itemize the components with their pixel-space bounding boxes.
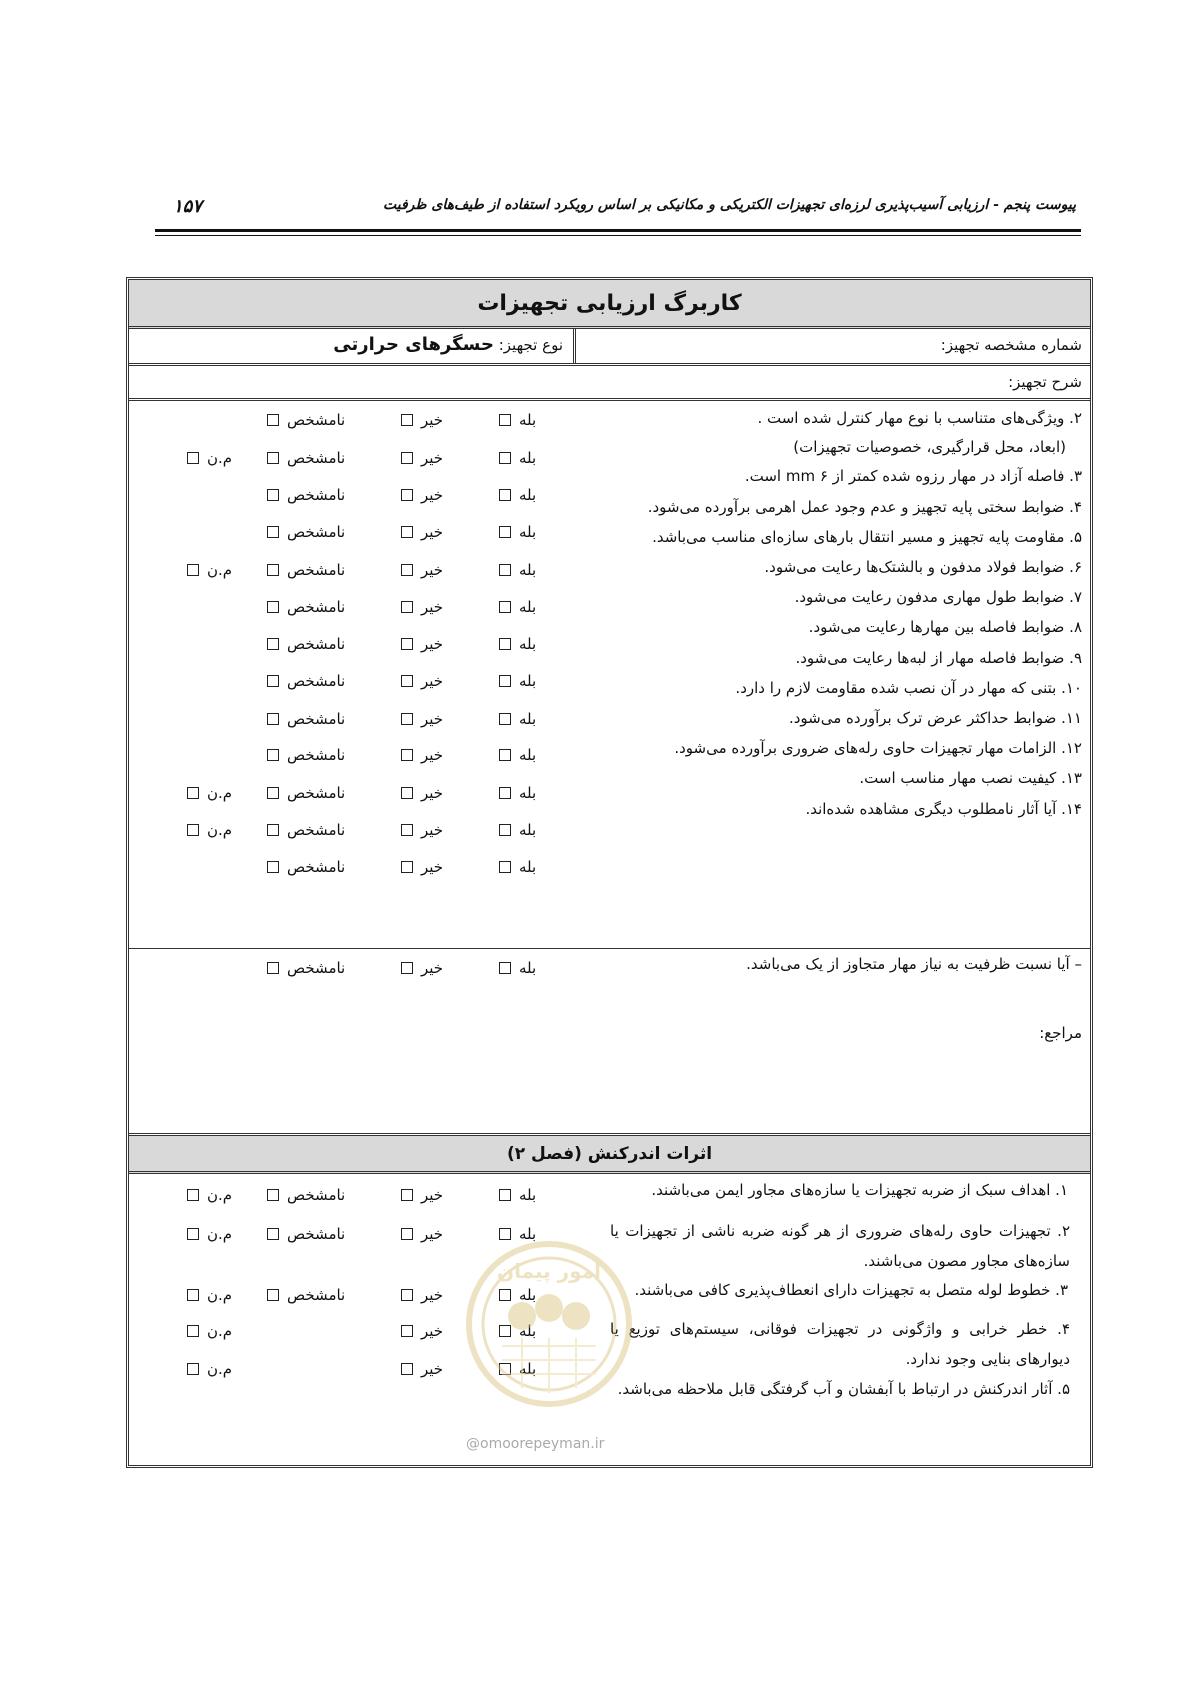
checklist-row-3-yes-option[interactable] [499,486,536,504]
equipment-description-field[interactable] [129,366,1090,401]
checklist-row-8-yes-checkbox[interactable] [499,675,511,687]
checklist-row-11-yes-label: بله [519,784,537,802]
interaction-question-5: ۵. آثار اندرکنش در ارتباط با آبفشان و آب گرفتگی قابل ملاحظه می‌باشد. [617,1380,1070,1398]
checklist-row-1-no-checkbox[interactable] [401,414,413,426]
checklist-row-13-unknown-checkbox[interactable] [267,861,279,873]
interaction-row-1-no-label: خیر [421,1186,444,1204]
checklist-row-10-no-label: خیر [421,746,444,764]
checklist-row-8-unknown-label: نامشخص [287,672,346,690]
checklist-row-5-no-checkbox[interactable] [401,564,413,576]
checklist-row-12-na-label: م.ن [207,821,233,839]
checklist-row-7-unknown-checkbox[interactable] [267,638,279,650]
checklist-row-12-yes-checkbox[interactable] [499,824,511,836]
checklist-row-12-unknown-checkbox[interactable] [267,824,279,836]
checklist-row-11-no-option[interactable] [401,784,443,802]
checklist-row-11-yes-checkbox[interactable] [499,787,511,799]
checklist-row-12-unknown-label: نامشخص [287,821,346,839]
watermark-site: @omoorepeyman.ir [466,1436,605,1452]
checklist-row-3-no-label: خیر [421,486,444,504]
interaction-row-3-yes-label: بله [519,1286,537,1304]
checklist-row-2-na-label: م.ن [207,449,233,467]
interaction-row-3-unknown-checkbox[interactable] [267,1289,279,1301]
header-rule-thin [155,235,1081,236]
interaction-row-1-na-label: م.ن [207,1186,233,1204]
checklist-row-13-yes-label: بله [519,858,537,876]
interaction-question-3: ۳. خطوط لوله متصل به تجهیزات دارای انعطاف‌پذیری کافی می‌باشند. [634,1281,1068,1299]
question-4: ۴. ضوابط سختی پایه تجهیز و عدم وجود عمل اهرمی برآورده می‌شود. [647,498,1082,516]
checklist-row-1-yes-checkbox[interactable] [499,414,511,426]
interaction-row-2-no-label: خیر [421,1225,444,1243]
checklist-row-5-no-option[interactable] [401,561,443,579]
checklist-row-4-no-checkbox[interactable] [401,526,413,538]
header-rule-thick [155,229,1081,232]
checklist-row-4-no-option[interactable] [401,523,443,541]
checklist-row-6-yes-checkbox[interactable] [499,601,511,613]
interaction-row-5-no-checkbox[interactable] [401,1363,413,1375]
checklist-row-7-no-checkbox[interactable] [401,638,413,650]
checklist-row-8-yes-label: بله [519,672,537,690]
equipment-id-field[interactable] [573,329,1090,363]
interaction-row-4-no-checkbox[interactable] [401,1325,413,1337]
interaction-row-3-no-label: خیر [421,1286,444,1304]
ratio-no-checkbox[interactable] [401,962,413,974]
interaction-row-3-na-label: م.ن [207,1286,233,1304]
checklist-row-9-no-label: خیر [421,710,444,728]
checklist-row-2-na-checkbox[interactable] [187,452,199,464]
equipment-type-value: حسگرهای حرارتی [333,334,494,355]
checklist-row-10-unknown-option[interactable] [267,746,345,764]
interaction-row-4-yes-label: بله [519,1322,537,1340]
interaction-question-2: ۲. تجهیزات حاوی رله‌های ضروری از هر گونه ضربه ناشی از تجهیزات یا سازه‌های مجاور مصون می‌باشند. [610,1222,1070,1270]
checklist-row-2-no-option[interactable] [401,449,443,467]
question-8: ۸. ضوابط فاصله بین مهارها رعایت می‌شود. [808,618,1082,636]
question-11: ۱۱. ضوابط حداکثر عرض ترک برآورده می‌شود. [788,709,1082,727]
checklist-row-2-yes-checkbox[interactable] [499,452,511,464]
interaction-row-4-na-option[interactable] [187,1322,232,1340]
checklist-row-2-unknown-checkbox[interactable] [267,452,279,464]
interaction-row-2-na-label: م.ن [207,1225,233,1243]
question-2-note: (ابعاد، محل قرارگیری، خصوصیات تجهیزات) [793,438,1066,456]
checklist-row-5-no-label: خیر [421,561,444,579]
interaction-row-2-unknown-option[interactable] [267,1225,345,1243]
running-header [155,196,1076,232]
equipment-type-label: نوع تجهیز: [498,336,563,354]
checklist-row-3-yes-checkbox[interactable] [499,489,511,501]
equipment-type-field [129,329,571,363]
question-12: ۱۲. الزامات مهار تجهیزات حاوی رله‌های ضروری برآورده می‌شود. [674,739,1082,757]
page-number: ۱۵۷ [173,196,203,217]
interaction-row-5-na-checkbox[interactable] [187,1363,199,1375]
checklist-row-6-no-checkbox[interactable] [401,601,413,613]
question-14: ۱۴. آیا آثار نامطلوب دیگری مشاهده شده‌اند. [805,800,1082,818]
checklist-row-7-yes-checkbox[interactable] [499,638,511,650]
checklist-row-13-no-label: خیر [421,858,444,876]
watermark-logo-text: امور پیمان [497,1259,601,1283]
question-6: ۶. ضوابط فولاد مدفون و بالشتک‌ها رعایت می‌شود. [764,558,1082,576]
checklist-row-2-unknown-option[interactable] [267,449,345,467]
checklist-row-13-no-checkbox[interactable] [401,861,413,873]
checklist-row-6-yes-option[interactable] [499,598,536,616]
ratio-yes-checkbox[interactable] [499,962,511,974]
checklist-row-3-unknown-option[interactable] [267,486,345,504]
checklist-row-6-no-option[interactable] [401,598,443,616]
checklist-row-6-yes-label: بله [519,598,537,616]
checklist-row-11-unknown-option[interactable] [267,784,345,802]
interaction-row-1-unknown-option[interactable] [267,1186,345,1204]
checklist-row-2-na-option[interactable] [187,449,232,467]
checklist-row-11-na-option[interactable] [187,784,232,802]
interaction-row-2-unknown-label: نامشخص [287,1225,346,1243]
interaction-row-3-unknown-label: نامشخص [287,1286,346,1304]
interaction-question-1: ۱. اهداف سبک از ضربه تجهیزات یا سازه‌های مجاور ایمن می‌باشند. [651,1181,1068,1199]
interaction-row-1-unknown-checkbox[interactable] [267,1189,279,1201]
checklist-row-3-no-checkbox[interactable] [401,489,413,501]
ratio-no-option[interactable]: خیر [401,959,443,977]
checklist-row-9-unknown-label: نامشخص [287,710,346,728]
header-title: پیوست پنجم - ارزیابی آسیب‌پذیری لرزه‌ای تجهیزات الکتریکی و مکانیکی بر اساس رویکرد استفاده از طیف‌های ظرفیت [382,197,1076,213]
checklist-row-12-yes-label: بله [519,821,537,839]
checklist-row-5-na-checkbox[interactable] [187,564,199,576]
question-10: ۱۰. بتنی که مهار در آن نصب شده مقاومت لازم را دارد. [735,679,1082,697]
checklist-row-13-unknown-option[interactable] [267,858,345,876]
checklist-row-5-unknown-label: نامشخص [287,561,346,579]
checklist-row-10-unknown-label: نامشخص [287,746,346,764]
checklist-row-12-na-option[interactable] [187,821,232,839]
interaction-row-3-no-option[interactable] [401,1286,443,1304]
checklist-row-1-no-option[interactable] [401,411,443,429]
ratio-unknown-checkbox[interactable] [267,962,279,974]
interaction-row-3-na-option[interactable] [187,1286,232,1304]
checklist-row-4-yes-label: بله [519,523,537,541]
checklist-row-10-no-option[interactable] [401,746,443,764]
checklist-row-3-no-option[interactable] [401,486,443,504]
checklist-row-5-yes-label: بله [519,561,537,579]
checklist-row-4-unknown-checkbox[interactable] [267,526,279,538]
question-3: ۳. فاصله آزاد در مهار رزوه شده کمتر از mm ۶ است. [744,467,1082,485]
checklist-row-12-no-checkbox[interactable] [401,824,413,836]
checklist-row-11-unknown-checkbox[interactable] [267,787,279,799]
interaction-row-3-unknown-option[interactable] [267,1286,345,1304]
checklist-row-4-yes-checkbox[interactable] [499,526,511,538]
checklist-row-8-unknown-option[interactable] [267,672,345,690]
checklist-row-4-unknown-label: نامشخص [287,523,346,541]
checklist-row-8-no-option[interactable] [401,672,443,690]
checklist-row-2-no-checkbox[interactable] [401,452,413,464]
checklist-row-1-no-label: خیر [421,411,444,429]
interaction-row-5-na-label: م.ن [207,1360,233,1378]
ratio-question: – آیا نسبت ظرفیت به نیاز مهار متجاوز از یک می‌باشد. [746,955,1082,973]
checklist-row-5-na-label: م.ن [207,561,233,579]
checklist-row-13-yes-option[interactable] [499,858,536,876]
checklist-row-4-unknown-option[interactable] [267,523,345,541]
interaction-row-2-yes-label: بله [519,1225,537,1243]
checklist-row-13-no-option[interactable] [401,858,443,876]
checklist-row-10-yes-option[interactable] [499,746,536,764]
checklist-row-9-yes-checkbox[interactable] [499,713,511,725]
checklist-row-1-unknown-checkbox[interactable] [267,414,279,426]
checklist-row-5-unknown-option[interactable] [267,561,345,579]
checklist-row-11-no-checkbox[interactable] [401,787,413,799]
checklist-row-13-yes-checkbox[interactable] [499,861,511,873]
interaction-row-1-unknown-label: نامشخص [287,1186,346,1204]
interaction-row-1-yes-label: بله [519,1186,537,1204]
checklist-row-12-no-option[interactable] [401,821,443,839]
interaction-row-1-no-option[interactable] [401,1186,443,1204]
checklist-row-6-unknown-option[interactable] [267,598,345,616]
equipment-id-label: شماره مشخصه تجهیز: [940,336,1082,354]
checklist-row-1-yes-option[interactable] [499,411,536,429]
checklist-row-7-unknown-option[interactable] [267,635,345,653]
checklist-row-3-unknown-label: نامشخص [287,486,346,504]
checklist-row-12-no-label: خیر [421,821,444,839]
question-13: ۱۳. کیفیت نصب مهار مناسب است. [859,769,1082,787]
checklist-row-13-unknown-label: نامشخص [287,858,346,876]
question-2: ۲. ویژگی‌های متناسب با نوع مهار کنترل شده است . [757,409,1082,427]
checklist-row-9-no-checkbox[interactable] [401,713,413,725]
checklist-row-10-unknown-checkbox[interactable] [267,749,279,761]
checklist-row-8-no-checkbox[interactable] [401,675,413,687]
checklist-row-7-no-label: خیر [421,635,444,653]
checklist-row-2-no-label: خیر [421,449,444,467]
interaction-row-1-na-checkbox[interactable] [187,1189,199,1201]
omoorepeyman-watermark-logo [462,1238,637,1408]
capacity-ratio-section [129,949,1090,1136]
question-5: ۵. مقاومت پایه تجهیز و مسیر انتقال بارهای سازه‌ای مناسب می‌باشد. [652,528,1082,546]
checklist-row-1-yes-label: بله [519,411,537,429]
question-7: ۷. ضوابط طول مهاری مدفون رعایت می‌شود. [794,588,1082,606]
checklist-row-11-na-checkbox[interactable] [187,787,199,799]
checklist-row-1-unknown-option[interactable] [267,411,345,429]
interaction-row-1-yes-checkbox[interactable] [499,1189,511,1201]
checklist-row-9-yes-label: بله [519,710,537,728]
checklist-row-6-unknown-checkbox[interactable] [267,601,279,613]
checklist-row-5-yes-checkbox[interactable] [499,564,511,576]
checklist-row-9-unknown-option[interactable] [267,710,345,728]
checklist-row-7-yes-label: بله [519,635,537,653]
checklist-row-7-unknown-label: نامشخص [287,635,346,653]
interaction-row-3-no-checkbox[interactable] [401,1289,413,1301]
interaction-row-5-no-label: خیر [421,1360,444,1378]
checklist-row-10-yes-label: بله [519,746,537,764]
checklist-row-7-yes-option[interactable] [499,635,536,653]
interaction-row-2-no-option[interactable] [401,1225,443,1243]
equipment-description-label: شرح تجهیز: [1008,373,1082,391]
checklist-row-2-unknown-label: نامشخص [287,449,346,467]
checklist-row-9-yes-option[interactable] [499,710,536,728]
checklist-row-1-unknown-label: نامشخص [287,411,346,429]
interaction-row-4-no-option[interactable] [401,1322,443,1340]
checklist-row-11-yes-option[interactable] [499,784,536,802]
checklist-row-11-na-label: م.ن [207,784,233,802]
interaction-row-2-na-checkbox[interactable] [187,1228,199,1240]
checklist-row-8-no-label: خیر [421,672,444,690]
checklist-row-3-yes-label: بله [519,486,537,504]
checklist-row-9-no-option[interactable] [401,710,443,728]
checklist-row-4-yes-option[interactable] [499,523,536,541]
interaction-row-1-na-option[interactable] [187,1186,232,1204]
checklist-row-7-no-option[interactable] [401,635,443,653]
checklist-row-12-unknown-option[interactable] [267,821,345,839]
question-9: ۹. ضوابط فاصله مهار از لبه‌ها رعایت می‌شود. [795,649,1082,667]
checklist-row-6-unknown-label: نامشخص [287,598,346,616]
checklist-row-11-no-label: خیر [421,784,444,802]
anchorage-checklist [129,401,1090,949]
interaction-row-2-unknown-checkbox[interactable] [267,1228,279,1240]
interaction-row-4-no-label: خیر [421,1322,444,1340]
checklist-row-10-yes-checkbox[interactable] [499,749,511,761]
checklist-row-9-unknown-checkbox[interactable] [267,713,279,725]
checklist-row-2-yes-label: بله [519,449,537,467]
checklist-row-12-yes-option[interactable] [499,821,536,839]
checklist-row-2-yes-option[interactable] [499,449,536,467]
interaction-row-5-na-option[interactable] [187,1360,232,1378]
interaction-question-4: ۴. خطر خرابی و واژگونی در تجهیزات فوقانی، سیستم‌های توزیع یا دیوارهای بنایی وجود ندارد. [610,1320,1070,1368]
checklist-row-6-no-label: خیر [421,598,444,616]
checklist-row-12-na-checkbox[interactable] [187,824,199,836]
identity-row [129,329,1090,366]
interaction-row-4-na-checkbox[interactable] [187,1325,199,1337]
interaction-row-2-na-option[interactable] [187,1225,232,1243]
ratio-yes-option[interactable]: بله [499,959,536,977]
checklist-row-3-unknown-checkbox[interactable] [267,489,279,501]
interaction-row-5-yes-label: بله [519,1360,537,1378]
checklist-row-5-unknown-checkbox[interactable] [267,564,279,576]
form-title: کاربرگ ارزیابی تجهیزات [129,280,1090,329]
checklist-row-8-unknown-checkbox[interactable] [267,675,279,687]
checklist-row-5-na-option[interactable] [187,561,232,579]
checklist-row-8-yes-option[interactable] [499,672,536,690]
references-label: مراجع: [1039,1024,1082,1042]
checklist-row-11-unknown-label: نامشخص [287,784,346,802]
checklist-row-5-yes-option[interactable] [499,561,536,579]
interaction-row-3-na-checkbox[interactable] [187,1289,199,1301]
interaction-row-2-no-checkbox[interactable] [401,1228,413,1240]
interaction-section-title: اثرات اندرکنش (فصل ۲) [129,1136,1090,1174]
ratio-unknown-option[interactable]: نامشخص [267,959,345,977]
checklist-row-4-no-label: خیر [421,523,444,541]
interaction-row-1-no-checkbox[interactable] [401,1189,413,1201]
checklist-row-10-no-checkbox[interactable] [401,749,413,761]
interaction-row-5-no-option[interactable] [401,1360,443,1378]
interaction-row-1-yes-option[interactable] [499,1186,536,1204]
interaction-row-4-na-label: م.ن [207,1322,233,1340]
